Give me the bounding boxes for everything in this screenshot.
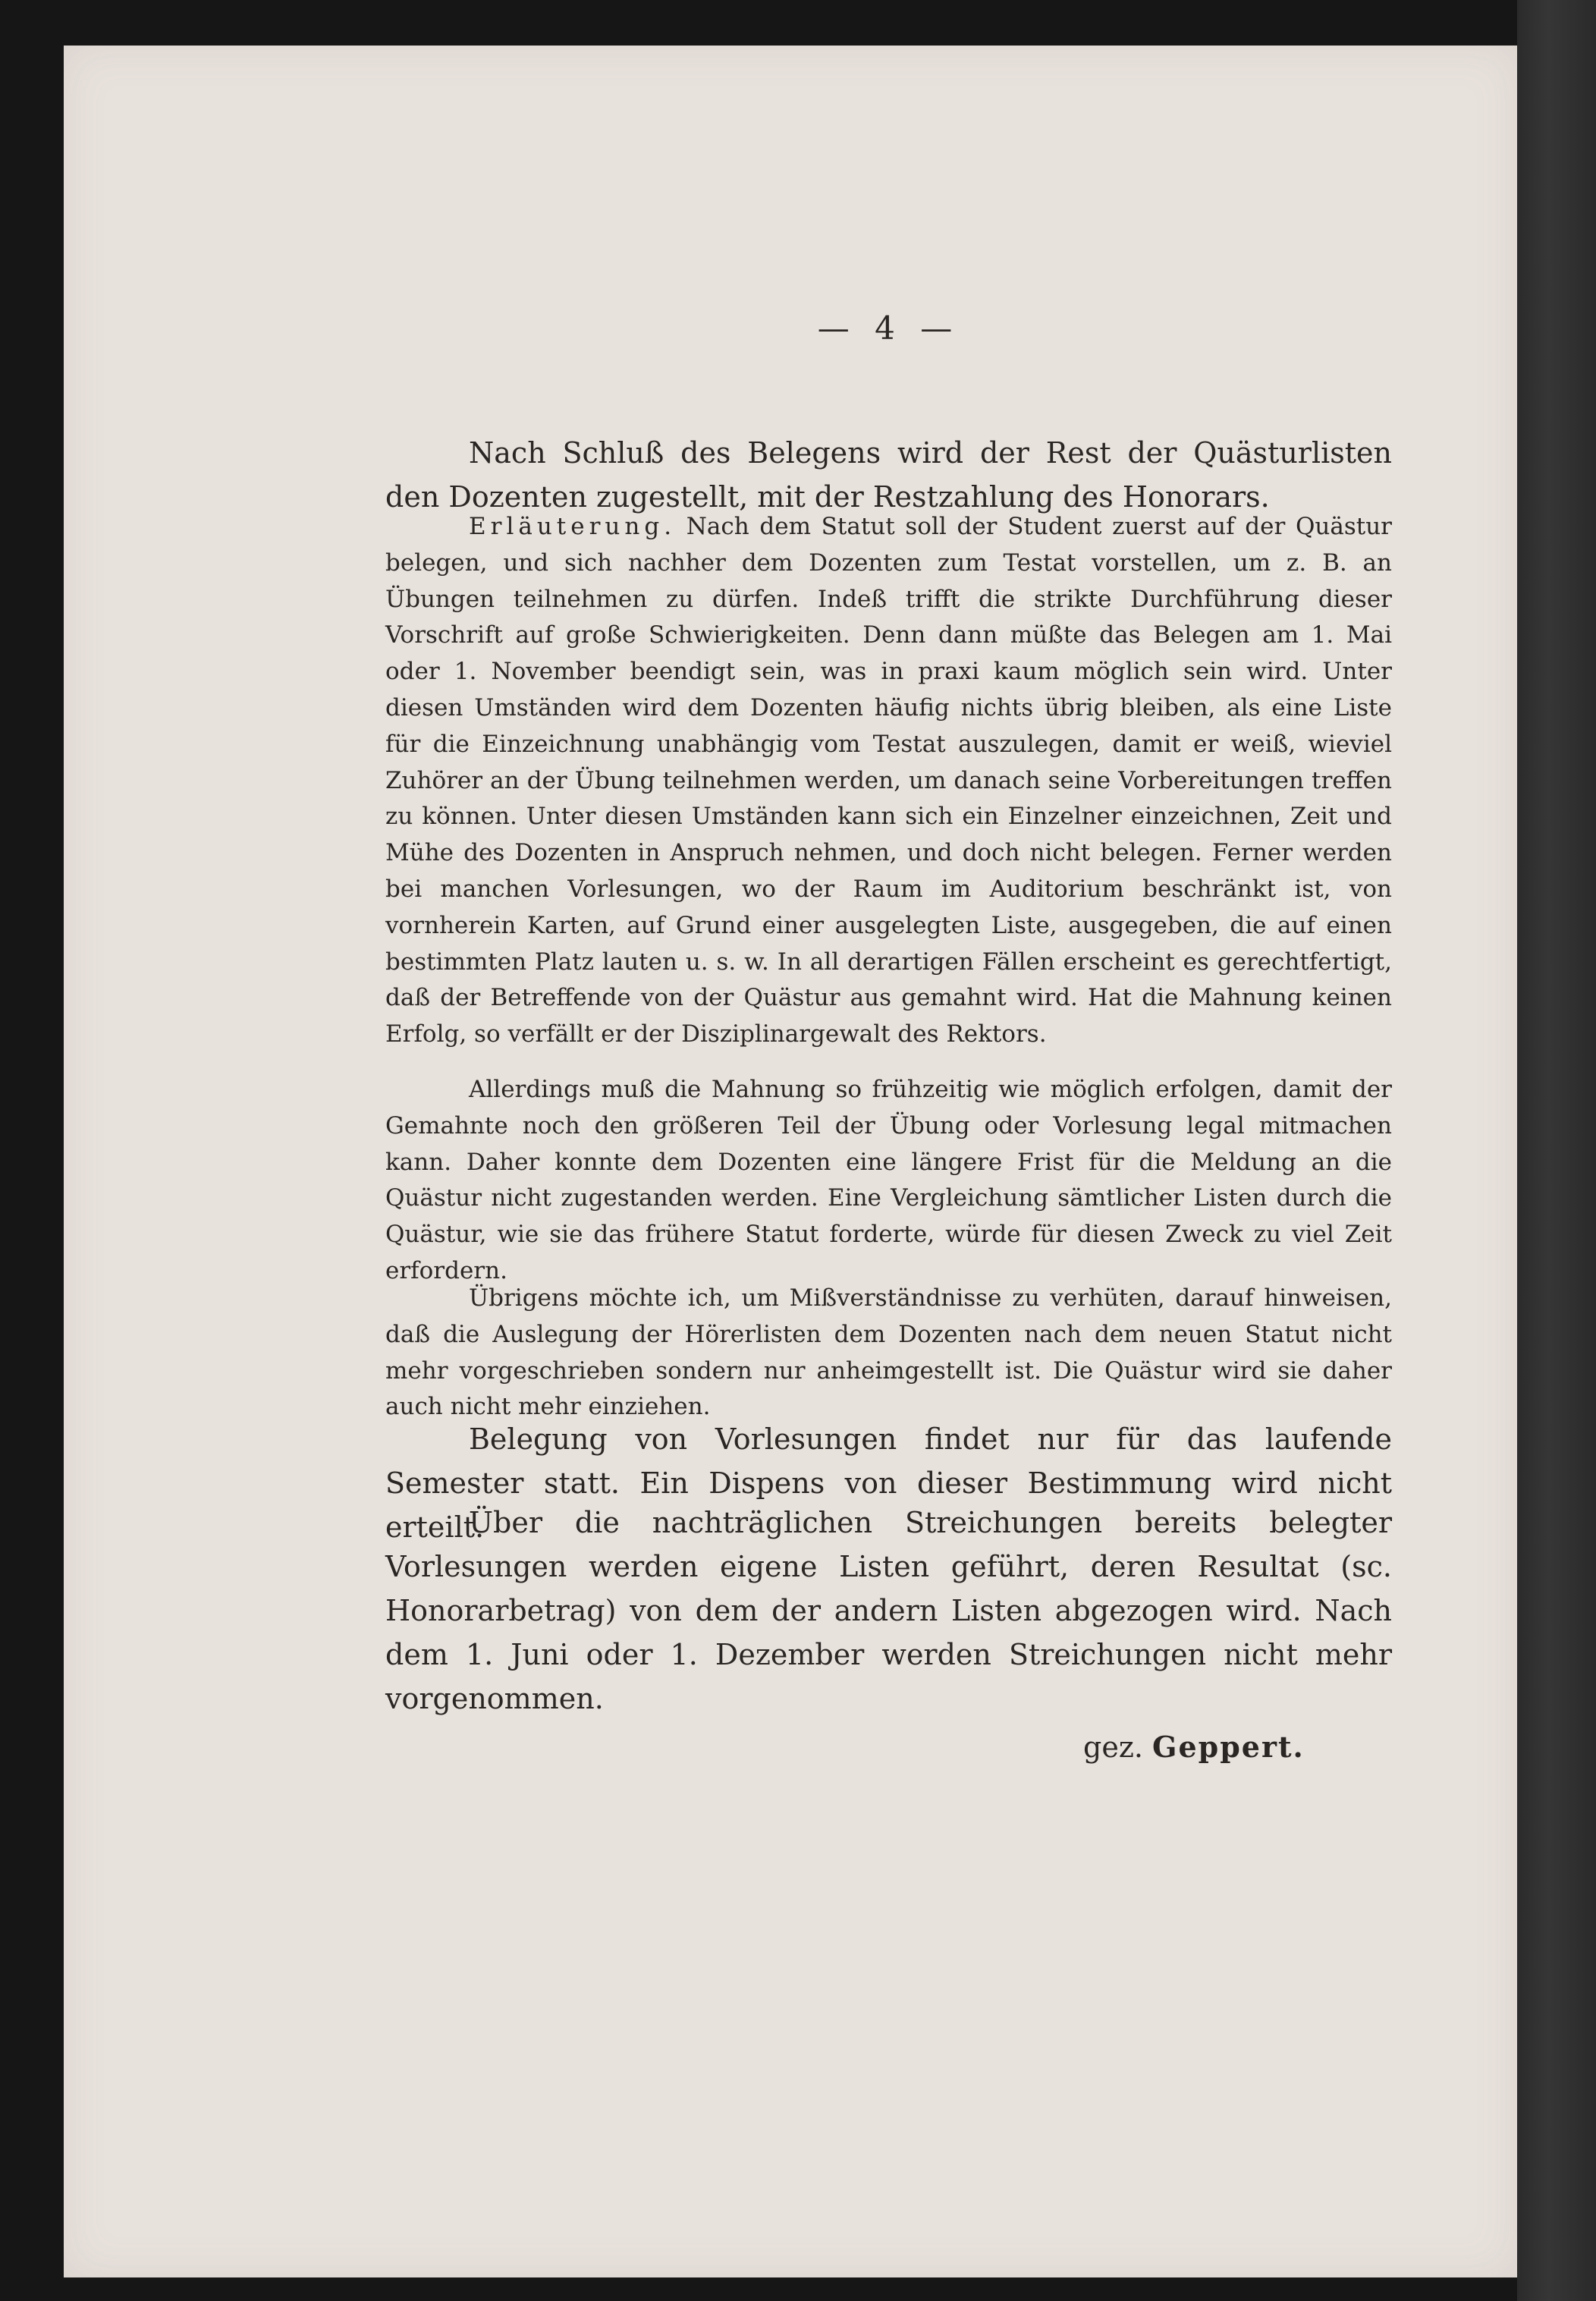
signature-prefix: gez. xyxy=(1083,1730,1143,1764)
rule-paragraph-2: Belegung von Vorlesungen findet nur für das laufende Semester statt. Ein Dispens von dieser Bestimmung wird nicht erteilt. xyxy=(385,1422,1392,1544)
document-page xyxy=(64,46,1517,2277)
explanation-label: Erläuterung. xyxy=(469,513,677,540)
signature-name: Geppert. xyxy=(1152,1730,1305,1764)
background-edge xyxy=(1517,0,1596,2301)
explanation-paragraph-1 xyxy=(385,509,1392,1053)
rule-paragraph-3: Über die nachträglichen Streichungen bereits belegter Vorlesungen werden eigene Listen geführt, deren Resultat (sc. Honorarbetrag) von dem der andern Listen abgezogen wird. Nach dem 1. Juni oder 1. Dezember werden Streichungen nicht mehr vorgenommen. xyxy=(385,1506,1392,1715)
page-number: — 4 — xyxy=(817,310,960,347)
explanation-paragraph-2: Allerdings muß die Mahnung so frühzeitig wie möglich erfolgen, damit der Gemahnte noch den größeren Teil der Übung oder Vorlesung legal mitmachen kann. Daher konnte dem Dozenten eine längere Frist für die Meldung an die Quästur nicht zugestanden werden. Eine Vergleichung sämtlicher Listen durch die Quästur, wie sie das frühere Statut forderte, würde für diesen Zweck zu viel Zeit erfordern. xyxy=(385,1076,1392,1284)
explanation-paragraph-3: Übrigens möchte ich, um Mißverständnisse zu verhüten, darauf hinweisen, daß die Auslegung der Hörerlisten dem Dozenten nach dem neuen Statut nicht mehr vorgeschrieben sondern nur anheimgestellt ist. Die Quästur wird sie daher auch nicht mehr einziehen. xyxy=(385,1284,1392,1421)
explanation-body: Nach dem Statut soll der Student zuerst auf der Quästur belegen, und sich nachher dem Dozenten zum Testat vorstellen, um z. B. an Übungen teilnehmen zu dürfen. Indeß trifft die strikte Durchführung dieser Vorschrift auf große Schwierigkeiten. Denn dann müßte das Belegen am 1. Mai oder 1. November beendigt sein, was in praxi kaum möglich sein wird. Unter diesen Umständen wird dem Dozenten häufig nichts übrig bleiben, als eine Liste für die Einzeichnung unabhängig vom Testat auszulegen, damit er weiß, wieviel Zuhörer an der Übung teilnehmen werden, um danach seine Vorbereitungen treffen zu können. Unter diesen Umständen kann sich ein Einzelner einzeichnen, Zeit und Mühe des Dozenten in Anspruch nehmen, und doch nicht belegen. Ferner werden bei manchen Vorlesungen, wo der Raum im Auditorium beschränkt ist, von vornherein Karten, auf Grund einer ausgelegten Liste, ausgegeben, die auf einen bestimmten Platz lauten u. s. w. In all derartigen Fällen erscheint es gerechtfertigt, daß der Betreffende von der Quästur aus gemahnt wird. Hat die Mahnung keinen Erfolg, so verfällt er der Disziplinargewalt des Rektors. xyxy=(385,513,1392,1048)
signature xyxy=(1083,1730,1305,1764)
rule-paragraph-1: Nach Schluß des Belegens wird der Rest der Quästurlisten den Dozenten zugestellt, mit der Restzahlung des Honorars. xyxy=(385,436,1392,514)
